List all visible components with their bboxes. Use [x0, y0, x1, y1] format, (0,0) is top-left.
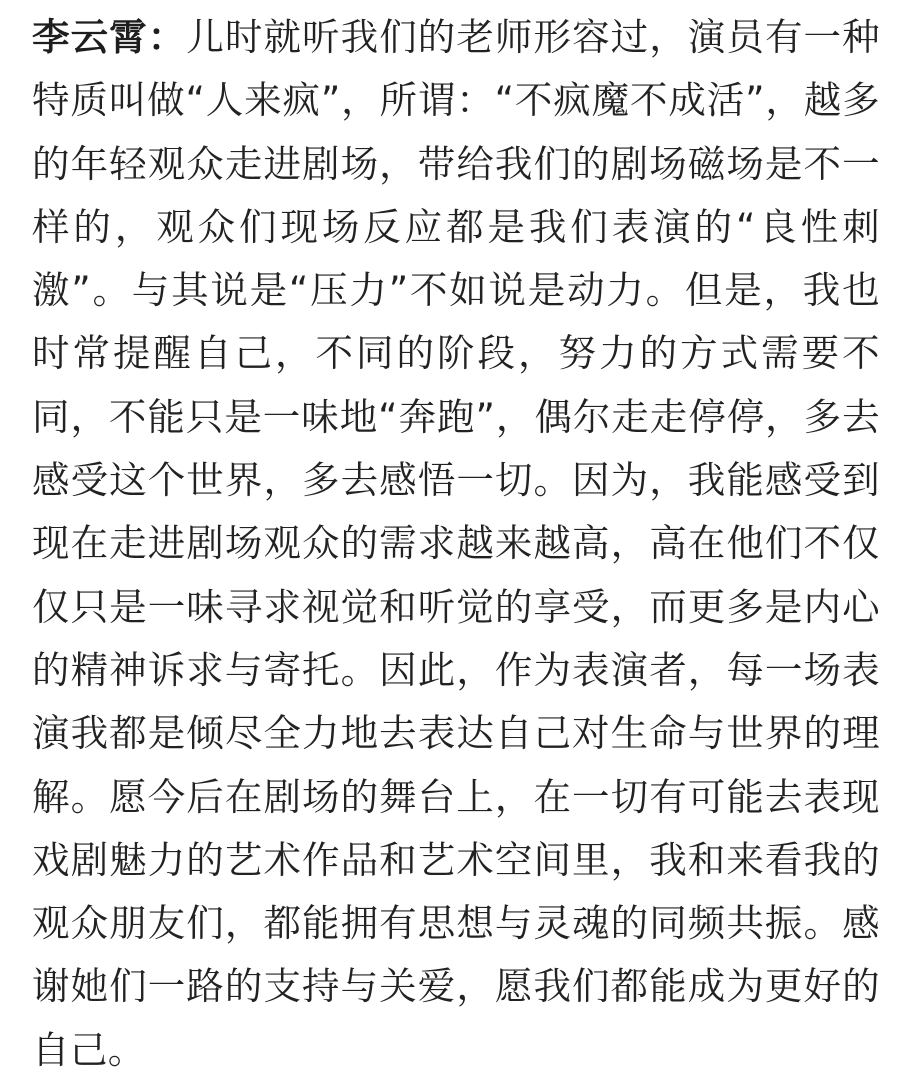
article-paragraph [32, 6, 880, 1082]
quote-text: 儿时就听我们的老师形容过，演员有一种特质叫做“人来疯”，所谓：“不疯魔不成活”，越多的年轻观众走进剧场，带给我们的剧场磁场是不一样的，观众们现场反应都是我们表演的“良性刺激”。与其说是“压力”不如说是动力。但是，我也时常提醒自己，不同的阶段，努力的方式需要不同，不能只是一味地“奔跑”，偶尔走走停停，多去感受这个世界，多去感悟一切。因为，我能感受到现在走进剧场观众的需求越来越高，高在他们不仅仅只是一味寻求视觉和听觉的享受，而更多是内心的精神诉求与寄托。因此，作为表演者，每一场表演我都是倾尽全力地去表达自己对生命与世界的理解。愿今后在剧场的舞台上，在一切有可能去表现戏剧魅力的艺术作品和艺术空间里，我和来看我的观众朋友们，都能拥有思想与灵魂的同频共振。感谢她们一路的支持与关爱，愿我们都能成为更好的自己。 [32, 15, 880, 1072]
speaker-name: 李云霄： [32, 15, 187, 59]
